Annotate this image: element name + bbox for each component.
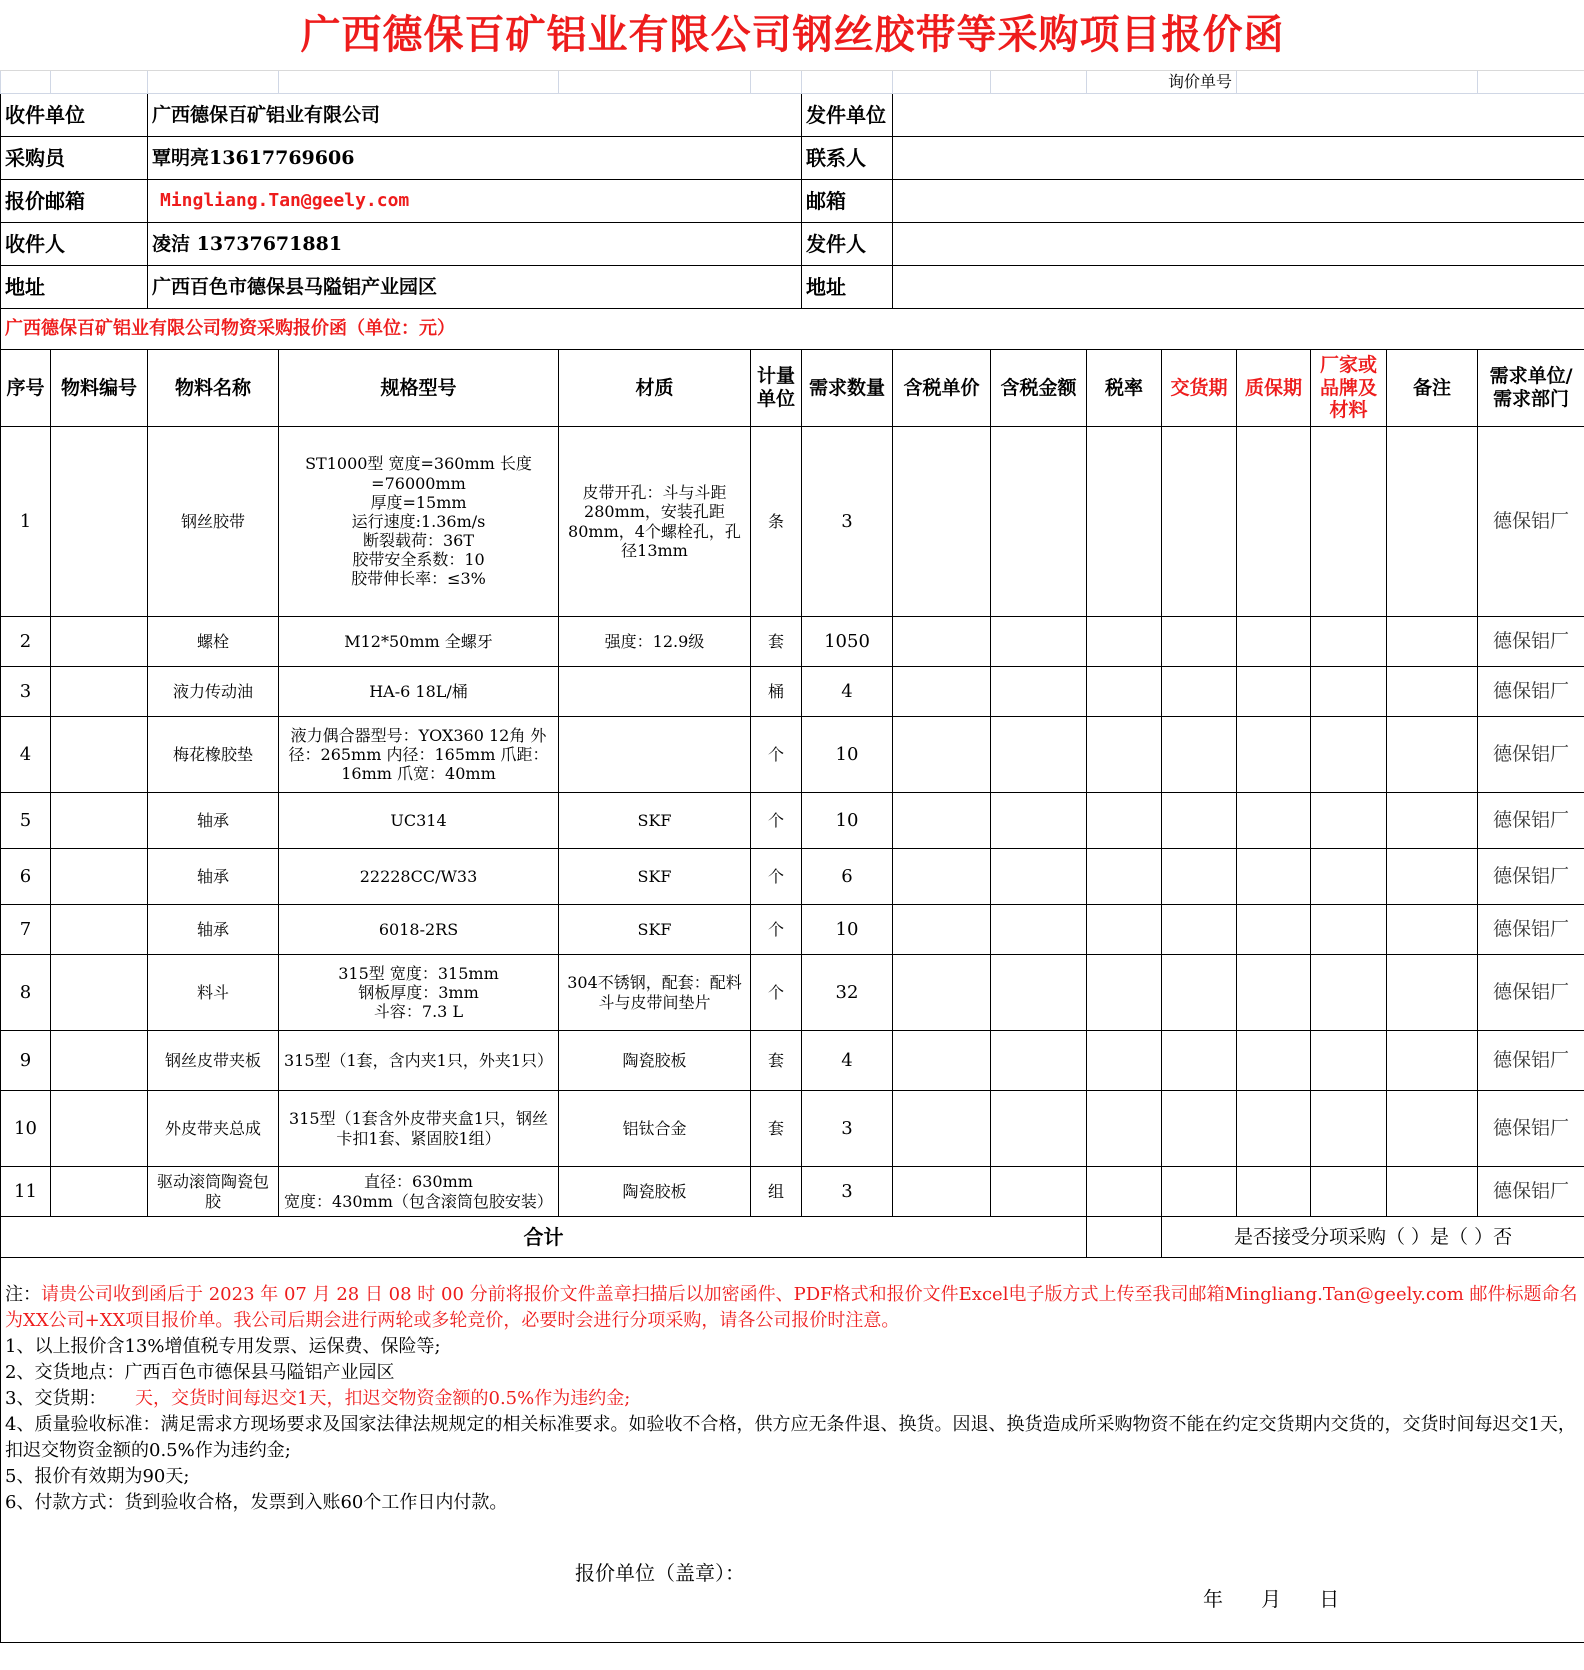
col-header-spec: 规格型号: [279, 350, 559, 427]
table-row: [1, 793, 1584, 849]
item-brand[interactable]: [1311, 793, 1387, 849]
item-delivery[interactable]: [1162, 905, 1237, 955]
item-delivery[interactable]: [1162, 793, 1237, 849]
blank-cell[interactable]: [893, 71, 991, 94]
item-no[interactable]: 11: [1, 1167, 51, 1217]
item-delivery[interactable]: [1162, 617, 1237, 667]
item-no[interactable]: 4: [1, 717, 51, 793]
note-1: 1、以上报价含13%增值税专用发票、运保费、保险等;: [5, 1336, 441, 1357]
item-qty[interactable]: 10: [802, 717, 893, 793]
item-spec[interactable]: ST1000型 宽度=360mm 长度=76000mm 厚度=15mm 运行速度:1.36m/s 断裂载荷：36T 胶带安全系数：10 胶带伸长率：≤3%: [279, 427, 559, 617]
table-row: [1, 955, 1584, 1031]
item-remark[interactable]: [1387, 617, 1478, 667]
table-row: [1, 849, 1584, 905]
item-unit-price[interactable]: [893, 617, 991, 667]
item-delivery[interactable]: [1162, 849, 1237, 905]
item-unit-price[interactable]: [893, 793, 991, 849]
item-no[interactable]: 1: [1, 427, 51, 617]
item-dept[interactable]: 德保铝厂: [1478, 667, 1584, 717]
item-unit[interactable]: 条: [751, 427, 802, 617]
item-warranty[interactable]: [1237, 717, 1311, 793]
item-warranty[interactable]: [1237, 427, 1311, 617]
item-qty[interactable]: 1050: [802, 617, 893, 667]
item-unit[interactable]: 个: [751, 717, 802, 793]
item-no[interactable]: 5: [1, 793, 51, 849]
item-unit[interactable]: 组: [751, 1167, 802, 1217]
blank-cell[interactable]: [1478, 71, 1584, 94]
item-remark[interactable]: [1387, 955, 1478, 1031]
item-name[interactable]: 梅花橡胶垫: [148, 717, 279, 793]
accept-partial-purchase[interactable]: 是否接受分项采购（ ）是（ ）否: [1162, 1217, 1584, 1258]
item-amount[interactable]: [991, 427, 1087, 617]
table-row: [1, 617, 1584, 667]
item-delivery[interactable]: [1162, 1031, 1237, 1091]
item-qty[interactable]: 32: [802, 955, 893, 1031]
item-brand[interactable]: [1311, 955, 1387, 1031]
item-remark[interactable]: [1387, 1167, 1478, 1217]
item-warranty[interactable]: [1237, 905, 1311, 955]
contact-value[interactable]: [893, 137, 1584, 180]
table-row: [1, 667, 1584, 717]
item-name[interactable]: 螺栓: [148, 617, 279, 667]
blank-cell[interactable]: [279, 71, 559, 94]
item-material[interactable]: [559, 667, 751, 717]
item-tax-rate[interactable]: [1087, 955, 1162, 1031]
item-remark[interactable]: [1387, 667, 1478, 717]
item-unit[interactable]: 个: [751, 849, 802, 905]
item-code[interactable]: [51, 849, 148, 905]
item-spec[interactable]: 液力偶合器型号：YOX360 12角 外径：265mm 内径：165mm 爪距：16mm 爪宽：40mm: [279, 717, 559, 793]
item-unit-price[interactable]: [893, 905, 991, 955]
item-remark[interactable]: [1387, 717, 1478, 793]
table-row: [1, 1091, 1584, 1167]
item-amount[interactable]: [991, 617, 1087, 667]
note-3: [5, 1386, 1580, 1412]
item-amount[interactable]: [991, 717, 1087, 793]
item-dept[interactable]: 德保铝厂: [1478, 1167, 1584, 1217]
table-row: [1, 1167, 1584, 1217]
item-dept[interactable]: 德保铝厂: [1478, 849, 1584, 905]
col-header-dept: 需求单位/需求部门: [1478, 350, 1584, 427]
item-name[interactable]: 驱动滚筒陶瓷包胶: [148, 1167, 279, 1217]
note-6: 6、付款方式：货到验收合格，发票到入账60个工作日内付款。: [5, 1492, 508, 1513]
col-header-warranty: 质保期: [1237, 350, 1311, 427]
item-spec[interactable]: UC314: [279, 793, 559, 849]
item-name[interactable]: 液力传动油: [148, 667, 279, 717]
item-spec[interactable]: HA-6 18L/桶: [279, 667, 559, 717]
item-spec[interactable]: 315型（1套含外皮带夹盒1只，钢丝卡扣1套、紧固胶1组）: [279, 1091, 559, 1167]
item-spec[interactable]: M12*50mm 全螺牙: [279, 617, 559, 667]
col-header-no: 序号: [1, 350, 51, 427]
page-title: 广西德保百矿铝业有限公司钢丝胶带等采购项目报价函: [1, 0, 1584, 71]
item-name[interactable]: 轴承: [148, 793, 279, 849]
sender-label: 发件人: [802, 223, 893, 266]
notes-section: [1, 1258, 1584, 1643]
item-dept[interactable]: 德保铝厂: [1478, 955, 1584, 1031]
item-material[interactable]: SKF: [559, 905, 751, 955]
col-header-material: 材质: [559, 350, 751, 427]
item-spec[interactable]: 6018-2RS: [279, 905, 559, 955]
item-spec[interactable]: 直径：630mm 宽度：430mm（包含滚筒包胶安装）: [279, 1167, 559, 1217]
item-name[interactable]: 料斗: [148, 955, 279, 1031]
blank-cell[interactable]: [1, 71, 51, 94]
item-brand[interactable]: [1311, 1091, 1387, 1167]
item-unit-price[interactable]: [893, 849, 991, 905]
item-unit[interactable]: 套: [751, 617, 802, 667]
date-line: 年 月 日: [1203, 1587, 1340, 1611]
item-material[interactable]: SKF: [559, 793, 751, 849]
col-header-code: 物料编号: [51, 350, 148, 427]
item-material[interactable]: 304不锈钢，配套：配料斗与皮带间垫片: [559, 955, 751, 1031]
item-unit-price[interactable]: [893, 667, 991, 717]
item-brand[interactable]: [1311, 427, 1387, 617]
item-delivery[interactable]: [1162, 717, 1237, 793]
inquiry-number-value[interactable]: [1237, 71, 1478, 94]
item-code[interactable]: [51, 717, 148, 793]
item-unit-price[interactable]: [893, 717, 991, 793]
item-name[interactable]: 钢丝皮带夹板: [148, 1031, 279, 1091]
recipient-unit-value[interactable]: 广西德保百矿铝业有限公司: [148, 94, 802, 137]
recipient-unit-label: 收件单位: [1, 94, 148, 137]
blank-cell[interactable]: [148, 71, 279, 94]
signature-block: [5, 1560, 1580, 1612]
item-warranty[interactable]: [1237, 1167, 1311, 1217]
item-code[interactable]: [51, 793, 148, 849]
item-material[interactable]: [559, 717, 751, 793]
column-header-row: [1, 350, 1584, 427]
receiver-value[interactable]: 凌洁 13737671881: [148, 223, 802, 266]
item-brand[interactable]: [1311, 1031, 1387, 1091]
buyer-label: 采购员: [1, 137, 148, 180]
item-code[interactable]: [51, 1031, 148, 1091]
item-code[interactable]: [51, 667, 148, 717]
item-name[interactable]: 钢丝胶带: [148, 427, 279, 617]
item-warranty[interactable]: [1237, 1031, 1311, 1091]
item-code[interactable]: [51, 617, 148, 667]
note-3-red: 天，交货时间每迟交1天，扣迟交物资金额的0.5%作为违约金;: [106, 1388, 631, 1409]
sender-unit-label: 发件单位: [802, 94, 893, 137]
note-deadline-text: 请贵公司收到函后于 2023 年 07 月 28 日 08 时 00 分前将报价文件盖章扫描后以加密函件、PDF格式和报价文件Excel电子版方式上传至我司邮箱Mingliang.Tan@geely.com 邮件标题命名为XX公司+XX项目报价单。我公司后期会进行两轮或多轮竞价，必要时会进行分项采购，请各公司报价时注意。: [5, 1284, 1578, 1331]
buyer-value[interactable]: 覃明亮13617769606: [148, 137, 802, 180]
item-code[interactable]: [51, 1167, 148, 1217]
item-dept[interactable]: 德保铝厂: [1478, 617, 1584, 667]
item-dept[interactable]: 德保铝厂: [1478, 1031, 1584, 1091]
item-unit[interactable]: 个: [751, 905, 802, 955]
address-value[interactable]: 广西百色市德保县马隘铝产业园区: [148, 266, 802, 309]
note-red: [5, 1282, 1580, 1334]
quoting-unit-stamp-label: 报价单位（盖章）：: [575, 1561, 745, 1585]
address-label: 地址: [1, 266, 148, 309]
item-material[interactable]: 陶瓷胶板: [559, 1031, 751, 1091]
col-header-tax: 税率: [1087, 350, 1162, 427]
table-row: [1, 717, 1584, 793]
item-spec[interactable]: 22228CC/W33: [279, 849, 559, 905]
item-no[interactable]: 9: [1, 1031, 51, 1091]
item-material[interactable]: 皮带开孔：斗与斗距280mm，安装孔距80mm，4个螺栓孔，孔径13mm: [559, 427, 751, 617]
item-brand[interactable]: [1311, 717, 1387, 793]
quote-email-value[interactable]: Mingliang.Tan@geely.com: [148, 180, 802, 223]
item-unit-price[interactable]: [893, 1167, 991, 1217]
sender-unit-value[interactable]: [893, 94, 1584, 137]
item-warranty[interactable]: [1237, 849, 1311, 905]
item-warranty[interactable]: [1237, 667, 1311, 717]
item-delivery[interactable]: [1162, 1091, 1237, 1167]
item-spec[interactable]: 315型 宽度：315mm 钢板厚度：3mm 斗容：7.3 L: [279, 955, 559, 1031]
table-row: [1, 427, 1584, 617]
item-qty[interactable]: 10: [802, 905, 893, 955]
item-tax-rate[interactable]: [1087, 427, 1162, 617]
col-header-remark: 备注: [1387, 350, 1478, 427]
table-row: [1, 1031, 1584, 1091]
sender-address-label: 地址: [802, 266, 893, 309]
item-amount[interactable]: [991, 1031, 1087, 1091]
col-header-name: 物料名称: [148, 350, 279, 427]
item-brand[interactable]: [1311, 849, 1387, 905]
item-delivery[interactable]: [1162, 667, 1237, 717]
item-brand[interactable]: [1311, 667, 1387, 717]
item-dept[interactable]: 德保铝厂: [1478, 905, 1584, 955]
quote-email-label: 报价邮箱: [1, 180, 148, 223]
item-unit[interactable]: 个: [751, 793, 802, 849]
item-warranty[interactable]: [1237, 955, 1311, 1031]
item-code[interactable]: [51, 905, 148, 955]
item-dept[interactable]: 德保铝厂: [1478, 427, 1584, 617]
item-amount[interactable]: [991, 849, 1087, 905]
item-brand[interactable]: [1311, 1167, 1387, 1217]
item-material[interactable]: 铝钛合金: [559, 1091, 751, 1167]
item-tax-rate[interactable]: [1087, 1031, 1162, 1091]
item-no[interactable]: 2: [1, 617, 51, 667]
receiver-label: 收件人: [1, 223, 148, 266]
total-amount-value[interactable]: [1087, 1217, 1162, 1258]
item-unit-price[interactable]: [893, 955, 991, 1031]
note-3-prefix: 3、交货期：: [5, 1388, 107, 1409]
item-amount[interactable]: [991, 793, 1087, 849]
item-qty[interactable]: 4: [802, 1031, 893, 1091]
col-header-delivery: 交货期: [1162, 350, 1237, 427]
item-remark[interactable]: [1387, 1091, 1478, 1167]
blank-cell[interactable]: [559, 71, 751, 94]
item-tax-rate[interactable]: [1087, 793, 1162, 849]
table-row: [1, 905, 1584, 955]
blank-cell[interactable]: [991, 71, 1087, 94]
item-no[interactable]: 3: [1, 667, 51, 717]
item-remark[interactable]: [1387, 905, 1478, 955]
item-tax-rate[interactable]: [1087, 1167, 1162, 1217]
col-header-amount: 含税金额: [991, 350, 1087, 427]
item-code[interactable]: [51, 955, 148, 1031]
note-4: 4、质量验收标准：满足需求方现场要求及国家法律法规规定的相关标准要求。如验收不合格，供方应无条件退、换货。因退、换货造成所采购物资不能在约定交货期内交货的，交货时间每迟交1天，扣迟交物资金额的0.5%作为违约金;: [5, 1414, 1576, 1461]
col-header-unit: 计量单位: [751, 350, 802, 427]
item-warranty[interactable]: [1237, 793, 1311, 849]
item-code[interactable]: [51, 427, 148, 617]
item-no[interactable]: 6: [1, 849, 51, 905]
contact-label: 联系人: [802, 137, 893, 180]
note-5: 5、报价有效期为90天;: [5, 1466, 190, 1487]
item-tax-rate[interactable]: [1087, 849, 1162, 905]
item-qty[interactable]: 3: [802, 1167, 893, 1217]
item-unit[interactable]: 桶: [751, 667, 802, 717]
blank-cell[interactable]: [802, 71, 893, 94]
item-remark[interactable]: [1387, 427, 1478, 617]
item-warranty[interactable]: [1237, 617, 1311, 667]
item-dept[interactable]: 德保铝厂: [1478, 793, 1584, 849]
item-qty[interactable]: 4: [802, 667, 893, 717]
item-unit[interactable]: 个: [751, 955, 802, 1031]
note-2: 2、交货地点：广西百色市德保县马隘铝产业园区: [5, 1362, 395, 1383]
item-material[interactable]: 陶瓷胶板: [559, 1167, 751, 1217]
item-brand[interactable]: [1311, 905, 1387, 955]
item-tax-rate[interactable]: [1087, 905, 1162, 955]
col-header-unit-price: 含税单价: [893, 350, 991, 427]
item-tax-rate[interactable]: [1087, 1091, 1162, 1167]
item-code[interactable]: [51, 1091, 148, 1167]
item-amount[interactable]: [991, 955, 1087, 1031]
item-unit-price[interactable]: [893, 1031, 991, 1091]
item-warranty[interactable]: [1237, 1091, 1311, 1167]
section-subtitle: 广西德保百矿铝业有限公司物资采购报价函（单位：元）: [1, 309, 1584, 350]
item-name[interactable]: 轴承: [148, 905, 279, 955]
item-no[interactable]: 7: [1, 905, 51, 955]
item-amount[interactable]: [991, 1167, 1087, 1217]
item-qty[interactable]: 10: [802, 793, 893, 849]
item-tax-rate[interactable]: [1087, 667, 1162, 717]
blank-cell[interactable]: [751, 71, 802, 94]
item-brand[interactable]: [1311, 617, 1387, 667]
item-amount[interactable]: [991, 905, 1087, 955]
item-dept[interactable]: 德保铝厂: [1478, 1091, 1584, 1167]
item-no[interactable]: 10: [1, 1091, 51, 1167]
item-qty[interactable]: 6: [802, 849, 893, 905]
item-delivery[interactable]: [1162, 1167, 1237, 1217]
item-qty[interactable]: 3: [802, 427, 893, 617]
sender-address-value[interactable]: [893, 266, 1584, 309]
total-label: 合计: [1, 1217, 1087, 1258]
blank-cell[interactable]: [51, 71, 148, 94]
item-no[interactable]: 8: [1, 955, 51, 1031]
item-material[interactable]: 强度：12.9级: [559, 617, 751, 667]
email-label: 邮箱: [802, 180, 893, 223]
item-unit-price[interactable]: [893, 427, 991, 617]
item-name[interactable]: 外皮带夹总成: [148, 1091, 279, 1167]
col-header-qty: 需求数量: [802, 350, 893, 427]
sender-value[interactable]: [893, 223, 1584, 266]
note-prefix: 注：: [5, 1284, 41, 1305]
item-dept[interactable]: 德保铝厂: [1478, 717, 1584, 793]
item-material[interactable]: SKF: [559, 849, 751, 905]
item-delivery[interactable]: [1162, 427, 1237, 617]
item-unit[interactable]: 套: [751, 1031, 802, 1091]
item-name[interactable]: 轴承: [148, 849, 279, 905]
item-tax-rate[interactable]: [1087, 617, 1162, 667]
item-amount[interactable]: [991, 667, 1087, 717]
item-unit[interactable]: 套: [751, 1091, 802, 1167]
item-unit-price[interactable]: [893, 1091, 991, 1167]
item-qty[interactable]: 3: [802, 1091, 893, 1167]
item-tax-rate[interactable]: [1087, 717, 1162, 793]
item-remark[interactable]: [1387, 1031, 1478, 1091]
item-remark[interactable]: [1387, 849, 1478, 905]
item-delivery[interactable]: [1162, 955, 1237, 1031]
item-spec[interactable]: 315型（1套，含内夹1只，外夹1只）: [279, 1031, 559, 1091]
email-value[interactable]: [893, 180, 1584, 223]
item-amount[interactable]: [991, 1091, 1087, 1167]
item-remark[interactable]: [1387, 793, 1478, 849]
inquiry-number-label: 询价单号: [1087, 71, 1237, 94]
col-header-brand: 厂家或品牌及材料: [1311, 350, 1387, 427]
